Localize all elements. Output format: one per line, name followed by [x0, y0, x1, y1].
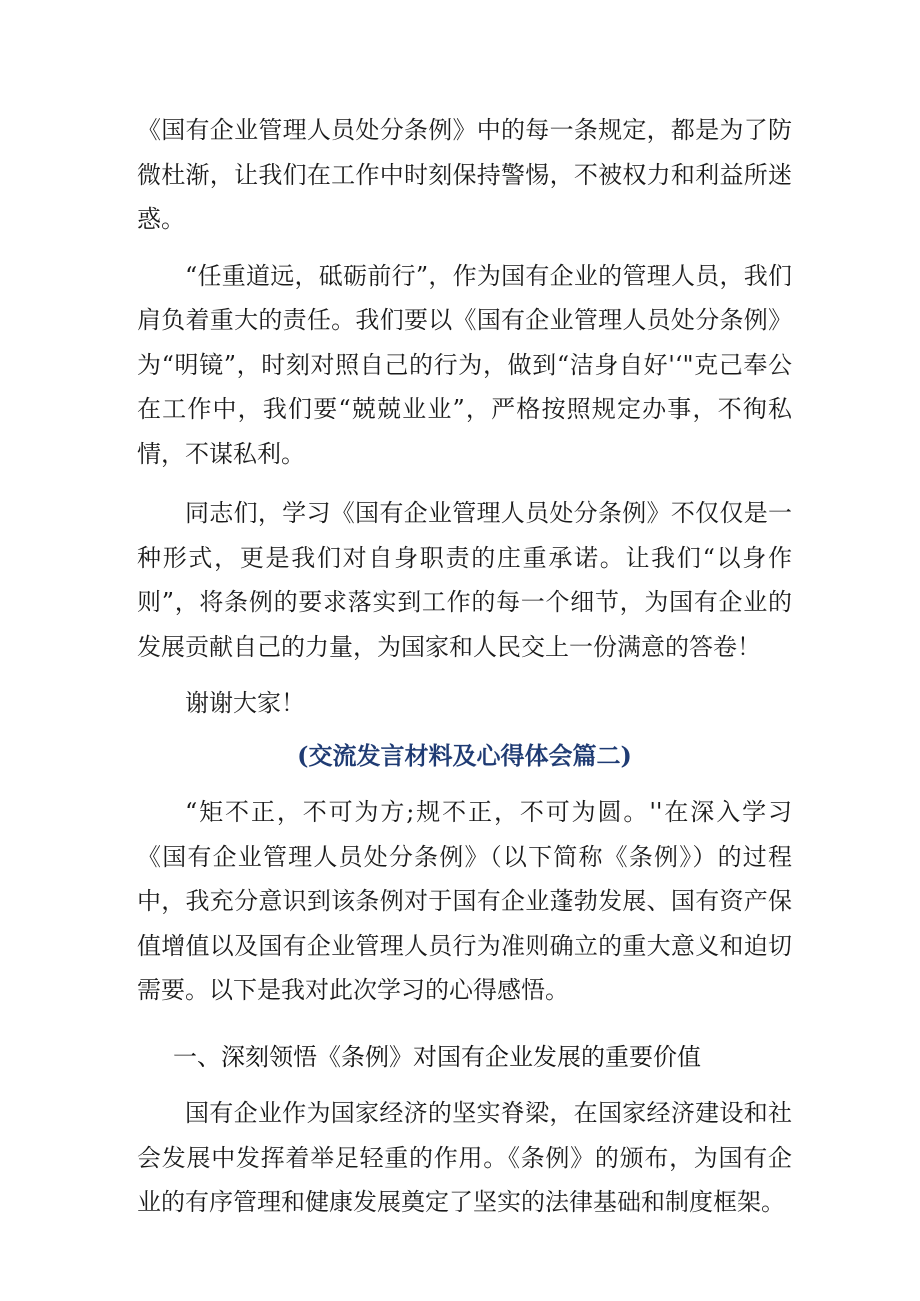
section-title: (交流发言材料及心得体会篇二) [297, 740, 632, 770]
paragraph-commitment: 同志们，学习《国有企业管理人员处分条例》不仅仅是一种形式，更是我们对自身职责的庄重承诺。让我们“以身作则”，将条例的要求落实到工作的每一个细节，为国有企业的发展贡献自己的力量，为国家和人民交上一份满意的答卷！ [137, 499, 792, 661]
closing-thanks: 谢谢大家！ [185, 689, 305, 717]
paragraph-introduction: “矩不正，不可为方;规不正，不可为圆。''在深入学习《国有企业管理人员处分条例》（以下简称《条例》）的过程中，我充分意识到该条例对于国有企业蓬勃发展、国有资产保值增值以及国有企业管理人员行为准则确立的重大意义和迫切需要。以下是我对此次学习的心得感悟。 [137, 798, 792, 1004]
paragraph-soe-role: 国有企业作为国家经济的坚实脊梁，在国家经济建设和社会发展中发挥着举足轻重的作用。《条例》的颁布，为国有企业的有序管理和健康发展奠定了坚实的法律基础和制度框架。 [137, 1099, 792, 1216]
paragraph-regulation-purpose: 《国有企业管理人员处分条例》中的每一条规定，都是为了防微杜渐，让我们在工作中时刻保持警惕，不被权力和利益所迷惑。 [137, 116, 792, 233]
heading-importance: 一、深刻领悟《条例》对国有企业发展的重要价值 [173, 1042, 701, 1071]
paragraph-responsibility: “任重道远，砥砺前行”，作为国有企业的管理人员，我们肩负着重大的责任。我们要以《国有企业管理人员处分条例》为“明镜”，时刻对照自己的行为，做到“洁身自好'‘"克己奉公在工作中，我们要“兢兢业业”，严格按照规定办事，不徇私情，不谋私利。 [137, 261, 792, 468]
